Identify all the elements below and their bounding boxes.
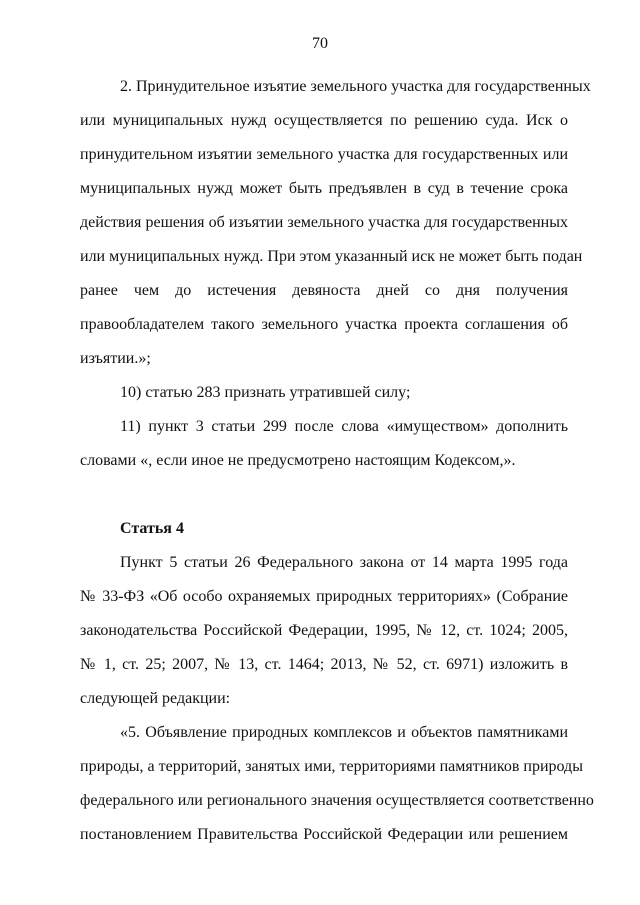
text-line: № 1, ст. 25; 2007, № 13, ст. 1464; 2013, № 52, ст. 6971) изложить в <box>80 656 568 673</box>
text-line: 2. Принудительное изъятие земельного участка для государственных <box>120 78 591 95</box>
spacer <box>80 478 568 512</box>
text-line: 10) статью 283 признать утратившей силу; <box>120 384 411 401</box>
text-line: № 33-ФЗ «Об особо охраняемых природных территориях» (Собрание <box>80 588 568 605</box>
text-line: «5. Объявление природных комплексов и объектов памятниками <box>120 724 568 741</box>
text-line: ранее чем до истечения девяноста дней со дня получения <box>80 282 568 299</box>
text-line: постановлением Правительства Российской Федерации или решением <box>80 826 568 843</box>
text-line: словами «, если иное не предусмотрено настоящим Кодексом,». <box>80 452 516 469</box>
paragraph-quoted-item-5 <box>80 716 594 852</box>
text-line: 11) пункт 3 статьи 299 после слова «имуществом» дополнить <box>120 418 568 435</box>
document-body <box>80 70 594 852</box>
text-line: природы, а территорий, занятых ими, территориями памятников природы <box>80 758 583 775</box>
paragraph-article-4 <box>80 546 568 716</box>
text-line: Пункт 5 статьи 26 Федерального закона от 14 марта 1995 года <box>120 554 568 571</box>
paragraph-item-10 <box>80 376 568 410</box>
text-line: действия решения об изъятии земельного участка для государственных <box>80 214 568 231</box>
paragraph-seizure-by-court <box>80 70 591 376</box>
text-line: следующей редакции: <box>80 690 231 707</box>
text-line: принудительном изъятии земельного участка для государственных или <box>80 146 568 163</box>
paragraph-item-11 <box>80 410 568 478</box>
text-line: изъятии.»; <box>80 350 151 367</box>
text-line: или муниципальных нужд. При этом указанный иск не может быть подан <box>80 248 583 265</box>
text-line: федерального или регионального значения осуществляется соответственно <box>80 792 594 809</box>
text-line: законодательства Российской Федерации, 1995, № 12, ст. 1024; 2005, <box>80 622 568 639</box>
text-line: правообладателем такого земельного участка проекта соглашения об <box>80 316 568 333</box>
article-heading: Статья 4 <box>120 520 184 537</box>
page-number: 70 <box>312 35 328 52</box>
text-line: муниципальных нужд может быть предъявлен в суд в течение срока <box>80 180 568 197</box>
text-line: или муниципальных нужд осуществляется по решению суда. Иск о <box>80 112 568 129</box>
